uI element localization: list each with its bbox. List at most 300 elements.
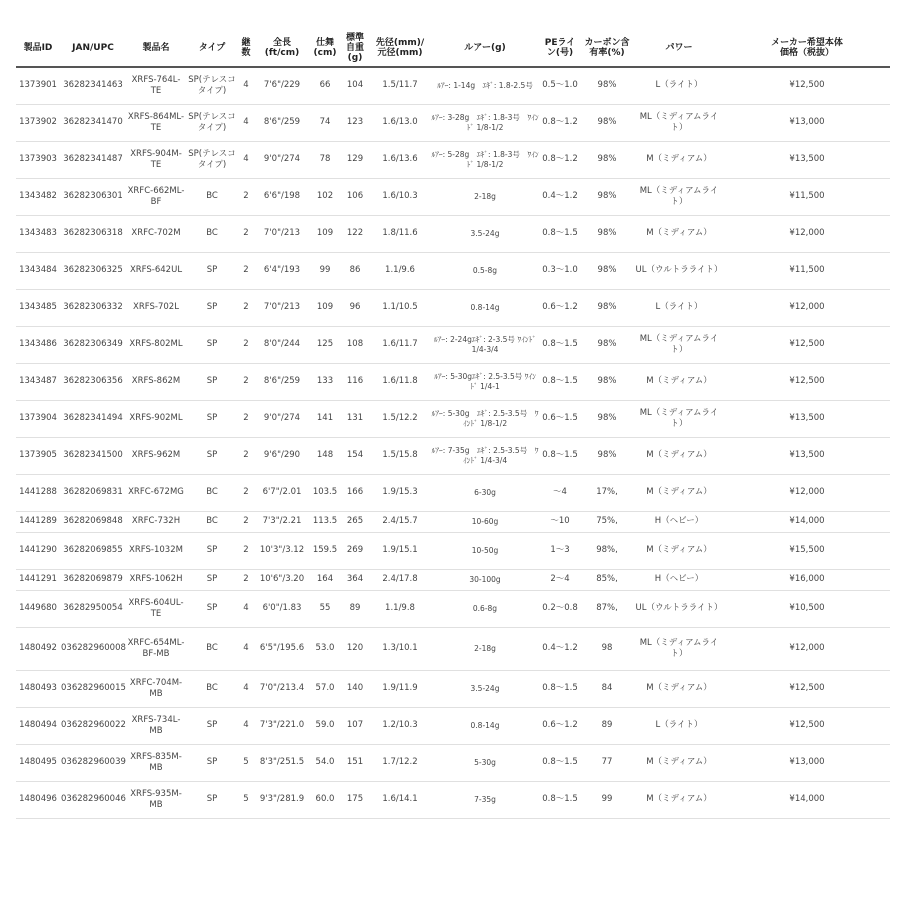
cell-weight: 96 — [340, 290, 370, 327]
cell-length: 8'6"/259 — [254, 364, 310, 401]
cell-carbon: 98% — [580, 179, 634, 216]
cell-jan-upc: 36282950054 — [60, 591, 126, 628]
table-row — [16, 142, 890, 179]
cell-lure: ﾙｱｰ: 1-14g ｴｷﾞ: 1.8-2.5号 — [430, 67, 540, 105]
cell-type: SP(テレスコタイプ) — [186, 142, 238, 179]
cell-product-id: 1343486 — [16, 327, 60, 364]
cell-pe-line: 0.8〜1.5 — [540, 327, 580, 364]
cell-pe-line: 0.8〜1.2 — [540, 105, 580, 142]
cell-jan-upc: 036282960039 — [60, 745, 126, 782]
cell-product-name: XRFS-604UL-TE — [126, 591, 186, 628]
cell-product-id: 1480495 — [16, 745, 60, 782]
cell-pe-line: 0.5〜1.0 — [540, 67, 580, 105]
cell-lure: 2-18g — [430, 628, 540, 671]
cell-product-name: XRFS-764L-TE — [126, 67, 186, 105]
cell-weight: 364 — [340, 570, 370, 591]
header-lure-weight: ルアー(g) — [430, 30, 540, 67]
cell-diameter: 1.2/10.3 — [370, 708, 430, 745]
cell-closed-length: 60.0 — [310, 782, 340, 819]
header-type: タイプ — [186, 30, 238, 67]
cell-jan-upc: 36282306301 — [60, 179, 126, 216]
cell-length: 8'3"/251.5 — [254, 745, 310, 782]
cell-carbon: 85%, — [580, 570, 634, 591]
cell-closed-length: 125 — [310, 327, 340, 364]
cell-price: ¥13,500 — [724, 438, 890, 475]
cell-power: ML（ミディアムライト） — [634, 179, 724, 216]
header-length: 全長 (ft/cm) — [254, 30, 310, 67]
cell-product-id: 1343487 — [16, 364, 60, 401]
cell-sections: 2 — [238, 179, 254, 216]
cell-type: BC — [186, 179, 238, 216]
table-row — [16, 253, 890, 290]
cell-weight: 140 — [340, 671, 370, 708]
cell-price: ¥10,500 — [724, 591, 890, 628]
cell-closed-length: 99 — [310, 253, 340, 290]
cell-sections: 2 — [238, 401, 254, 438]
cell-length: 10'6"/3.20 — [254, 570, 310, 591]
cell-closed-length: 102 — [310, 179, 340, 216]
cell-jan-upc: 36282306318 — [60, 216, 126, 253]
table-body — [16, 67, 890, 819]
table-header-row — [16, 30, 890, 67]
cell-type: BC — [186, 628, 238, 671]
cell-diameter: 1.8/11.6 — [370, 216, 430, 253]
cell-pe-line: 0.2〜0.8 — [540, 591, 580, 628]
cell-pe-line: 2〜4 — [540, 570, 580, 591]
cell-diameter: 2.4/17.8 — [370, 570, 430, 591]
cell-power: L（ライト） — [634, 708, 724, 745]
cell-closed-length: 141 — [310, 401, 340, 438]
cell-weight: 106 — [340, 179, 370, 216]
table-row — [16, 290, 890, 327]
cell-pe-line: 0.6〜1.2 — [540, 290, 580, 327]
cell-diameter: 1.6/11.8 — [370, 364, 430, 401]
cell-diameter: 1.7/12.2 — [370, 745, 430, 782]
cell-carbon: 98% — [580, 327, 634, 364]
cell-power: M（ミディアム） — [634, 745, 724, 782]
cell-sections: 2 — [238, 570, 254, 591]
header-price: メーカー希望本体 価格（税抜） — [724, 30, 890, 67]
cell-weight: 116 — [340, 364, 370, 401]
cell-product-name: XRFC-702M — [126, 216, 186, 253]
cell-jan-upc: 36282306332 — [60, 290, 126, 327]
table-row — [16, 533, 890, 570]
cell-closed-length: 78 — [310, 142, 340, 179]
table-row — [16, 327, 890, 364]
cell-diameter: 1.5/15.8 — [370, 438, 430, 475]
cell-jan-upc: 36282341463 — [60, 67, 126, 105]
cell-sections: 5 — [238, 782, 254, 819]
cell-product-id: 1449680 — [16, 591, 60, 628]
cell-lure: 10-50g — [430, 533, 540, 570]
cell-sections: 2 — [238, 475, 254, 512]
cell-price: ¥12,000 — [724, 475, 890, 512]
cell-weight: 166 — [340, 475, 370, 512]
cell-pe-line: 0.8〜1.5 — [540, 671, 580, 708]
cell-type: SP — [186, 782, 238, 819]
header-jan-upc: JAN/UPC — [60, 30, 126, 67]
header-closed-length: 仕舞 (cm) — [310, 30, 340, 67]
cell-carbon: 99 — [580, 782, 634, 819]
cell-sections: 2 — [238, 512, 254, 533]
cell-sections: 2 — [238, 438, 254, 475]
table-row — [16, 105, 890, 142]
cell-lure: 10-60g — [430, 512, 540, 533]
cell-lure: ﾙｱｰ: 3-28g ｴｷﾞ: 1.8-3号 ﾜｲﾝﾄﾞ 1/8-1/2 — [430, 105, 540, 142]
cell-closed-length: 59.0 — [310, 708, 340, 745]
cell-price: ¥12,000 — [724, 628, 890, 671]
cell-carbon: 98% — [580, 253, 634, 290]
cell-closed-length: 109 — [310, 216, 340, 253]
cell-pe-line: 0.6〜1.2 — [540, 708, 580, 745]
table-row — [16, 591, 890, 628]
cell-carbon: 98% — [580, 105, 634, 142]
cell-product-name: XRFC-654ML-BF-MB — [126, 628, 186, 671]
cell-pe-line: 0.8〜1.5 — [540, 364, 580, 401]
cell-product-id: 1343484 — [16, 253, 60, 290]
cell-power: H（ヘビー） — [634, 512, 724, 533]
cell-product-id: 1373904 — [16, 401, 60, 438]
cell-carbon: 98% — [580, 290, 634, 327]
cell-diameter: 1.1/9.8 — [370, 591, 430, 628]
cell-product-name: XRFC-732H — [126, 512, 186, 533]
cell-length: 8'6"/259 — [254, 105, 310, 142]
cell-price: ¥12,500 — [724, 671, 890, 708]
cell-product-name: XRFS-835M-MB — [126, 745, 186, 782]
cell-jan-upc: 36282306349 — [60, 327, 126, 364]
table-row — [16, 628, 890, 671]
cell-product-name: XRFS-802ML — [126, 327, 186, 364]
cell-diameter: 1.6/13.6 — [370, 142, 430, 179]
cell-length: 8'0"/244 — [254, 327, 310, 364]
cell-weight: 104 — [340, 67, 370, 105]
cell-power: L（ライト） — [634, 290, 724, 327]
table-row — [16, 475, 890, 512]
cell-pe-line: 0.4〜1.2 — [540, 179, 580, 216]
cell-lure: 0.8-14g — [430, 708, 540, 745]
cell-lure: ﾙｱｰ: 5-30g ｴｷﾞ: 2.5-3.5号 ﾜｲﾝﾄﾞ 1/8-1/2 — [430, 401, 540, 438]
header-product-id: 製品ID — [16, 30, 60, 67]
cell-jan-upc: 036282960022 — [60, 708, 126, 745]
cell-diameter: 1.6/10.3 — [370, 179, 430, 216]
cell-sections: 5 — [238, 745, 254, 782]
cell-length: 9'0"/274 — [254, 142, 310, 179]
cell-weight: 129 — [340, 142, 370, 179]
cell-weight: 107 — [340, 708, 370, 745]
cell-weight: 265 — [340, 512, 370, 533]
table-row — [16, 216, 890, 253]
cell-pe-line: 0.8〜1.5 — [540, 782, 580, 819]
cell-power: M（ミディアム） — [634, 438, 724, 475]
cell-type: BC — [186, 216, 238, 253]
cell-closed-length: 66 — [310, 67, 340, 105]
cell-pe-line: 0.8〜1.5 — [540, 745, 580, 782]
cell-lure: 3.5-24g — [430, 216, 540, 253]
cell-weight: 175 — [340, 782, 370, 819]
cell-carbon: 98% — [580, 438, 634, 475]
cell-sections: 4 — [238, 671, 254, 708]
cell-power: M（ミディアム） — [634, 142, 724, 179]
cell-sections: 2 — [238, 253, 254, 290]
spec-table-container — [16, 30, 890, 819]
cell-product-id: 1373903 — [16, 142, 60, 179]
cell-carbon: 98% — [580, 67, 634, 105]
cell-power: ML（ミディアムライト） — [634, 628, 724, 671]
cell-pe-line: 0.8〜1.5 — [540, 438, 580, 475]
cell-product-id: 1480494 — [16, 708, 60, 745]
cell-diameter: 1.1/10.5 — [370, 290, 430, 327]
table-row — [16, 179, 890, 216]
cell-closed-length: 113.5 — [310, 512, 340, 533]
cell-product-id: 1480496 — [16, 782, 60, 819]
cell-pe-line: 〜10 — [540, 512, 580, 533]
cell-jan-upc: 036282960046 — [60, 782, 126, 819]
cell-length: 9'0"/274 — [254, 401, 310, 438]
cell-closed-length: 148 — [310, 438, 340, 475]
cell-price: ¥12,500 — [724, 67, 890, 105]
cell-closed-length: 109 — [310, 290, 340, 327]
cell-product-id: 1373905 — [16, 438, 60, 475]
cell-sections: 2 — [238, 327, 254, 364]
cell-length: 6'6"/198 — [254, 179, 310, 216]
table-row — [16, 671, 890, 708]
table-row — [16, 401, 890, 438]
cell-diameter: 1.9/11.9 — [370, 671, 430, 708]
cell-power: L（ライト） — [634, 67, 724, 105]
cell-product-name: XRFS-962M — [126, 438, 186, 475]
cell-closed-length: 133 — [310, 364, 340, 401]
cell-power: ML（ミディアムライト） — [634, 327, 724, 364]
cell-product-name: XRFC-672MG — [126, 475, 186, 512]
cell-weight: 108 — [340, 327, 370, 364]
cell-carbon: 77 — [580, 745, 634, 782]
cell-carbon: 98% — [580, 216, 634, 253]
header-carbon-content: カーボン含 有率(%) — [580, 30, 634, 67]
cell-product-id: 1343482 — [16, 179, 60, 216]
cell-lure: 2-18g — [430, 179, 540, 216]
table-row — [16, 708, 890, 745]
cell-pe-line: 1〜3 — [540, 533, 580, 570]
cell-pe-line: 〜4 — [540, 475, 580, 512]
cell-product-id: 1343483 — [16, 216, 60, 253]
cell-sections: 2 — [238, 216, 254, 253]
cell-power: M（ミディアム） — [634, 533, 724, 570]
cell-length: 6'5"/195.6 — [254, 628, 310, 671]
cell-jan-upc: 36282341494 — [60, 401, 126, 438]
cell-carbon: 89 — [580, 708, 634, 745]
table-row — [16, 512, 890, 533]
cell-length: 6'0"/1.83 — [254, 591, 310, 628]
cell-closed-length: 53.0 — [310, 628, 340, 671]
cell-lure: 6-30g — [430, 475, 540, 512]
cell-jan-upc: 036282960008 — [60, 628, 126, 671]
cell-product-name: XRFS-1032M — [126, 533, 186, 570]
header-tip-butt-diameter: 先径(mm)/ 元径(mm) — [370, 30, 430, 67]
cell-product-id: 1441288 — [16, 475, 60, 512]
cell-closed-length: 57.0 — [310, 671, 340, 708]
cell-carbon: 17%, — [580, 475, 634, 512]
header-power: パワー — [634, 30, 724, 67]
cell-type: BC — [186, 671, 238, 708]
cell-type: SP — [186, 327, 238, 364]
cell-product-id: 1480492 — [16, 628, 60, 671]
cell-jan-upc: 36282341470 — [60, 105, 126, 142]
cell-type: BC — [186, 475, 238, 512]
cell-diameter: 1.6/14.1 — [370, 782, 430, 819]
cell-diameter: 1.5/12.2 — [370, 401, 430, 438]
cell-length: 7'3"/221.0 — [254, 708, 310, 745]
cell-product-id: 1373902 — [16, 105, 60, 142]
cell-type: SP — [186, 533, 238, 570]
cell-power: ML（ミディアムライト） — [634, 401, 724, 438]
cell-jan-upc: 36282069848 — [60, 512, 126, 533]
cell-type: SP — [186, 290, 238, 327]
cell-power: M（ミディアム） — [634, 782, 724, 819]
cell-pe-line: 0.6〜1.5 — [540, 401, 580, 438]
cell-type: SP(テレスコタイプ) — [186, 67, 238, 105]
cell-weight: 123 — [340, 105, 370, 142]
cell-price: ¥11,500 — [724, 253, 890, 290]
cell-carbon: 98 — [580, 628, 634, 671]
cell-sections: 4 — [238, 142, 254, 179]
cell-diameter: 1.1/9.6 — [370, 253, 430, 290]
cell-lure: 7-35g — [430, 782, 540, 819]
table-row — [16, 745, 890, 782]
cell-power: H（ヘビー） — [634, 570, 724, 591]
cell-diameter: 1.9/15.3 — [370, 475, 430, 512]
cell-product-name: XRFS-1062H — [126, 570, 186, 591]
cell-diameter: 1.3/10.1 — [370, 628, 430, 671]
cell-pe-line: 0.8〜1.2 — [540, 142, 580, 179]
cell-price: ¥12,000 — [724, 216, 890, 253]
header-sections: 継数 — [238, 30, 254, 67]
cell-sections: 4 — [238, 708, 254, 745]
cell-lure: 0.5-8g — [430, 253, 540, 290]
cell-jan-upc: 36282341500 — [60, 438, 126, 475]
table-row — [16, 438, 890, 475]
cell-type: SP — [186, 438, 238, 475]
cell-lure: ﾙｱｰ: 2-24gｴｷﾞ: 2-3.5号 ﾜｲﾝﾄﾞ 1/4-3/4 — [430, 327, 540, 364]
cell-closed-length: 103.5 — [310, 475, 340, 512]
cell-product-id: 1441291 — [16, 570, 60, 591]
cell-product-name: XRFC-662ML-BF — [126, 179, 186, 216]
cell-weight: 120 — [340, 628, 370, 671]
cell-pe-line: 0.3〜1.0 — [540, 253, 580, 290]
cell-type: SP — [186, 708, 238, 745]
cell-product-name: XRFS-734L-MB — [126, 708, 186, 745]
cell-jan-upc: 36282306325 — [60, 253, 126, 290]
cell-closed-length: 159.5 — [310, 533, 340, 570]
cell-closed-length: 164 — [310, 570, 340, 591]
cell-length: 7'0"/213 — [254, 216, 310, 253]
cell-jan-upc: 36282069855 — [60, 533, 126, 570]
cell-weight: 89 — [340, 591, 370, 628]
cell-price: ¥12,500 — [724, 327, 890, 364]
cell-power: M（ミディアム） — [634, 364, 724, 401]
cell-price: ¥16,000 — [724, 570, 890, 591]
cell-length: 7'0"/213 — [254, 290, 310, 327]
cell-length: 6'4"/193 — [254, 253, 310, 290]
cell-product-name: XRFS-642UL — [126, 253, 186, 290]
cell-sections: 4 — [238, 67, 254, 105]
table-row — [16, 364, 890, 401]
cell-price: ¥14,000 — [724, 782, 890, 819]
cell-length: 7'3"/2.21 — [254, 512, 310, 533]
cell-carbon: 98% — [580, 364, 634, 401]
cell-product-name: XRFC-704M-MB — [126, 671, 186, 708]
cell-sections: 4 — [238, 105, 254, 142]
cell-lure: 3.5-24g — [430, 671, 540, 708]
cell-weight: 131 — [340, 401, 370, 438]
cell-power: ML（ミディアムライト） — [634, 105, 724, 142]
cell-price: ¥14,000 — [724, 512, 890, 533]
cell-power: UL（ウルトラライト） — [634, 591, 724, 628]
cell-type: SP(テレスコタイプ) — [186, 105, 238, 142]
cell-length: 9'3"/281.9 — [254, 782, 310, 819]
cell-lure: ﾙｱｰ: 5-30gｴｷﾞ: 2.5-3.5号 ﾜｲﾝﾄﾞ 1/4-1 — [430, 364, 540, 401]
table-row — [16, 570, 890, 591]
cell-weight: 151 — [340, 745, 370, 782]
cell-product-name: XRFS-864ML-TE — [126, 105, 186, 142]
cell-carbon: 84 — [580, 671, 634, 708]
cell-lure: ﾙｱｰ: 7-35g ｴｷﾞ: 2.5-3.5号 ﾜｲﾝﾄﾞ 1/4-3/4 — [430, 438, 540, 475]
cell-type: SP — [186, 364, 238, 401]
cell-power: M（ミディアム） — [634, 671, 724, 708]
cell-carbon: 98% — [580, 142, 634, 179]
cell-type: SP — [186, 745, 238, 782]
rod-spec-table — [16, 30, 890, 819]
cell-type: SP — [186, 570, 238, 591]
cell-length: 9'6"/290 — [254, 438, 310, 475]
cell-lure: 0.6-8g — [430, 591, 540, 628]
cell-type: SP — [186, 253, 238, 290]
cell-closed-length: 55 — [310, 591, 340, 628]
cell-type: SP — [186, 591, 238, 628]
cell-price: ¥13,000 — [724, 745, 890, 782]
cell-carbon: 87%, — [580, 591, 634, 628]
cell-jan-upc: 36282341487 — [60, 142, 126, 179]
cell-price: ¥13,500 — [724, 142, 890, 179]
cell-power: M（ミディアム） — [634, 216, 724, 253]
cell-jan-upc: 36282306356 — [60, 364, 126, 401]
cell-jan-upc: 36282069831 — [60, 475, 126, 512]
table-row — [16, 67, 890, 105]
cell-power: UL（ウルトラライト） — [634, 253, 724, 290]
cell-diameter: 1.6/13.0 — [370, 105, 430, 142]
cell-lure: 0.8-14g — [430, 290, 540, 327]
table-row — [16, 782, 890, 819]
cell-price: ¥12,500 — [724, 364, 890, 401]
cell-diameter: 1.5/11.7 — [370, 67, 430, 105]
cell-product-name: XRFS-904M-TE — [126, 142, 186, 179]
cell-price: ¥12,500 — [724, 708, 890, 745]
cell-sections: 2 — [238, 290, 254, 327]
cell-weight: 122 — [340, 216, 370, 253]
cell-price: ¥13,500 — [724, 401, 890, 438]
cell-diameter: 1.9/15.1 — [370, 533, 430, 570]
cell-price: ¥12,000 — [724, 290, 890, 327]
cell-price: ¥15,500 — [724, 533, 890, 570]
header-weight: 標準 自重 (g) — [340, 30, 370, 67]
header-product-name: 製品名 — [126, 30, 186, 67]
cell-jan-upc: 036282960015 — [60, 671, 126, 708]
cell-product-id: 1441290 — [16, 533, 60, 570]
cell-length: 6'7"/2.01 — [254, 475, 310, 512]
cell-product-name: XRFS-902ML — [126, 401, 186, 438]
cell-price: ¥13,000 — [724, 105, 890, 142]
cell-length: 7'0"/213.4 — [254, 671, 310, 708]
cell-lure: 5-30g — [430, 745, 540, 782]
